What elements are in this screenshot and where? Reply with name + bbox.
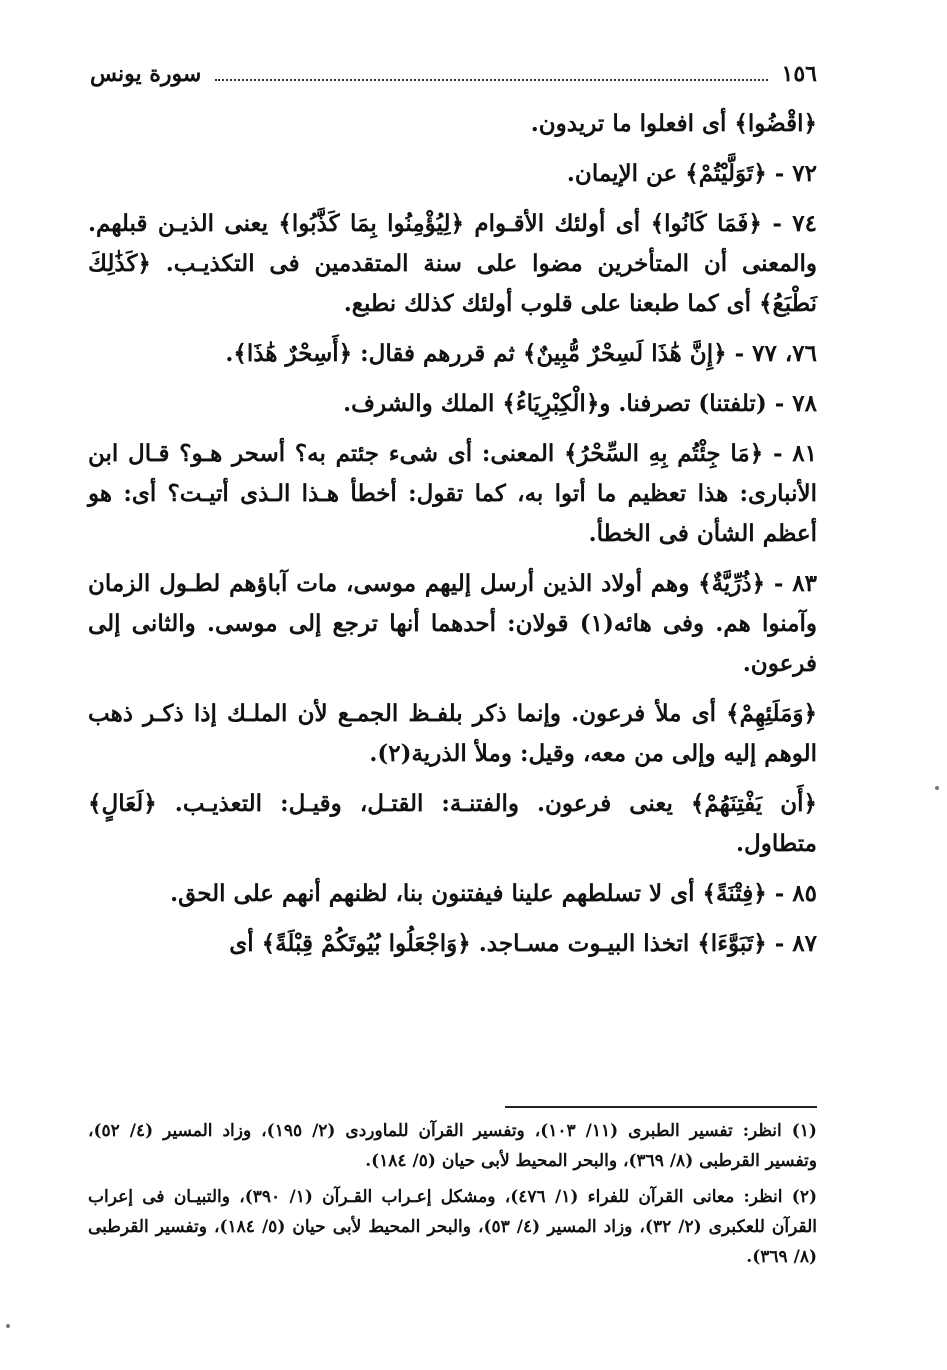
main-text: [88, 104, 817, 974]
footnote: (٢) انظر: معانى القرآن للفراء (١/ ٤٧٦)، ومشكل إعـراب القـرآن (١/ ٣٩٠)، والتبيـان فى إعراب القرآن للعكبرى (٢/ ٣٢)، وزاد المسير (٤/ ٥٣)، والبحر المحيط لأبى حيان (٥/ ١٨٤)، وتفسير القرطبى (٨/ ٣٦٩).: [88, 1187, 818, 1267]
surah-title: سورة يونس: [90, 61, 202, 87]
scan-speck: [6, 1324, 10, 1328]
paragraph: ٧٢ - ﴿تَوَلَّيْتُمْ﴾ عن الإيمان.: [566, 160, 817, 187]
paragraph: ٨٧ - ﴿تَبَوَّءَا﴾ اتخذا البيـوت مسـاجد. ﴿وَاجْعَلُوا بُيُوتَكُمْ قِبْلَةً﴾ أى: [229, 930, 817, 957]
footnotes: [88, 1116, 817, 1278]
paragraph: ٨١ - ﴿مَا جِئْتُم بِهِ السِّحْرُ﴾ المعنى: أى شىء جئتم به؟ أسحر هـو؟ قـال ابن الأنبارى: هذا تعظيم ما أتوا به، كما تقول: أخطأ هـذا الـذى أتيـت؟ أى: هو أعظم الشأن فى الخطأ.: [88, 440, 817, 547]
header-dotted-leader: [215, 67, 767, 81]
paragraph: ٧٦، ٧٧ - ﴿إِنَّ هَٰذَا لَسِحْرٌ مُّبِينٌ﴾ ثم قررهم فقال: ﴿أَسِحْرٌ هَٰذَا﴾.: [225, 340, 817, 367]
page-number: ١٥٦: [781, 61, 817, 87]
paragraph: ٧٨ - (تلفتنا) تصرفنا. و﴿الْكِبْرِيَاءُ﴾ الملك والشرف.: [343, 390, 817, 417]
running-header: [90, 58, 817, 90]
footnote-separator: [505, 1106, 817, 1108]
paragraph: ﴿وَمَلَئِهِمْ﴾ أى ملأ فرعون. وإنما ذكر بلفـظ الجمـع لأن الملـك إذا ذكـر ذهب الوهم إليه وإلى من معه، وقيل: وملأ الذرية(٢).: [88, 700, 817, 767]
footnote: (١) انظر: تفسير الطبرى (١١/ ١٠٣)، وتفسير القرآن للماوردى (٢/ ١٩٥)، وزاد المسير (٤/ ٥٢)، وتفسير القرطبى (٨/ ٣٦٩)، والبحر المحيط لأبى حيان (٥/ ١٨٤).: [88, 1121, 817, 1171]
paragraph: ٨٣ - ﴿ذُرِّيَّةٌ﴾ وهم أولاد الذين أرسل إليهم موسى، مات آباؤهم لطـول الزمان وآمنوا هم. وفى هائه(١) قولان: أحدهما أنها ترجع إلى موسى. والثانى إلى فرعون.: [88, 570, 817, 677]
paragraph: ﴿اقْضُوا﴾ أى افعلوا ما تريدون.: [530, 110, 817, 137]
paragraph: ٨٥ - ﴿فِتْنَةً﴾ أى لا تسلطهم علينا فيفتنون بنا، لظنهم أنهم على الحق.: [170, 880, 817, 907]
paragraph: ﴿أَن يَفْتِنَهُمْ﴾ يعنى فرعون. والفتنـة: القتـل، وقيـل: التعذيـب. ﴿لَعَالٍ﴾ متطاول.: [88, 790, 817, 857]
scan-speck: [935, 786, 939, 790]
paragraph: ٧٤ - ﴿فَمَا كَانُوا﴾ أى أولئك الأقـوام ﴿لِيُؤْمِنُوا بِمَا كَذَّبُوا﴾ يعنى الذيـن قبلهم. والمعنى أن المتأخرين مضوا على سنة المتقدمين فى التكذيـب. ﴿كَذَٰلِكَ نَطْبَعُ﴾ أى كما طبعنا على قلوب أولئك كذلك نطبع.: [88, 210, 817, 317]
